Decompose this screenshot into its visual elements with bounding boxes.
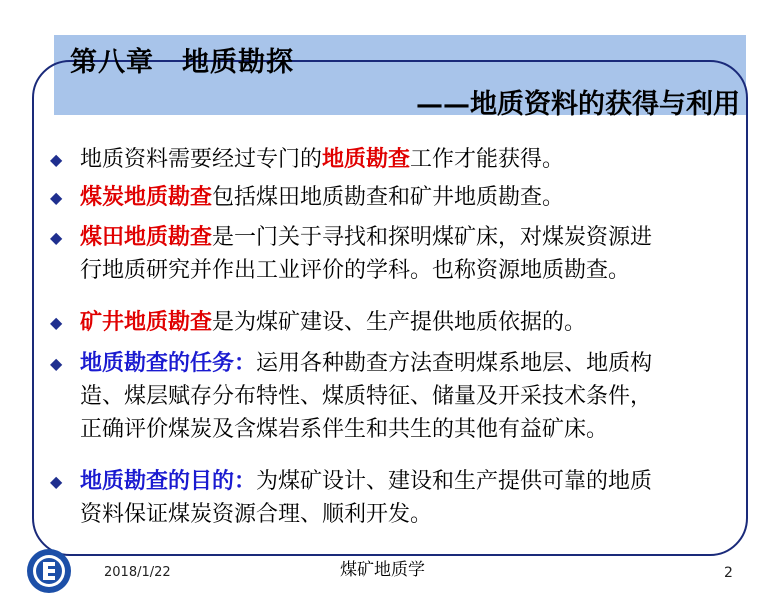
- list-item: ◆ 煤田地质勘查是一门关于寻找和探明煤矿床，对煤炭资源进 行地质研究并作出工业评价的学科。也称资源地质勘查。: [50, 221, 762, 287]
- diamond-bullet-icon: ◆: [50, 354, 63, 373]
- list-item: ◆ 矿井地质勘查是为煤矿建设、生产提供地质依据的。: [50, 306, 762, 339]
- list-item: ◆ 地质资料需要经过专门的地质勘查工作才能获得。: [50, 143, 762, 176]
- footer-course-title: 煤矿地质学: [340, 560, 425, 580]
- list-item: ◆ 地质勘查的任务：运用各种勘查方法查明煤系地层、地质构 造、煤层赋存分布特性、煤质特征、储量及开采技术条件， 正确评价煤炭及含煤岩系伴生和共生的其他有益矿床。: [50, 347, 762, 446]
- diamond-bullet-icon: ◆: [50, 188, 63, 207]
- diamond-bullet-icon: ◆: [50, 472, 63, 491]
- chapter-subtitle: ——地质资料的获得与利用: [416, 89, 740, 120]
- diamond-bullet-icon: ◆: [50, 228, 63, 247]
- list-item: ◆ 地质勘查的目的：为煤矿设计、建设和生产提供可靠的地质 资料保证煤炭资源合理、顺利开发。: [50, 465, 762, 531]
- university-logo-icon: [26, 548, 72, 594]
- page-number: 2: [724, 565, 733, 581]
- list-item: ◆ 煤炭地质勘查包括煤田地质勘查和矿井地质勘查。: [50, 181, 762, 214]
- diamond-bullet-icon: ◆: [50, 313, 63, 332]
- footer-date: 2018/1/22: [104, 565, 171, 580]
- chapter-title: 第八章 地质勘探: [70, 47, 294, 78]
- diamond-bullet-icon: ◆: [50, 150, 63, 169]
